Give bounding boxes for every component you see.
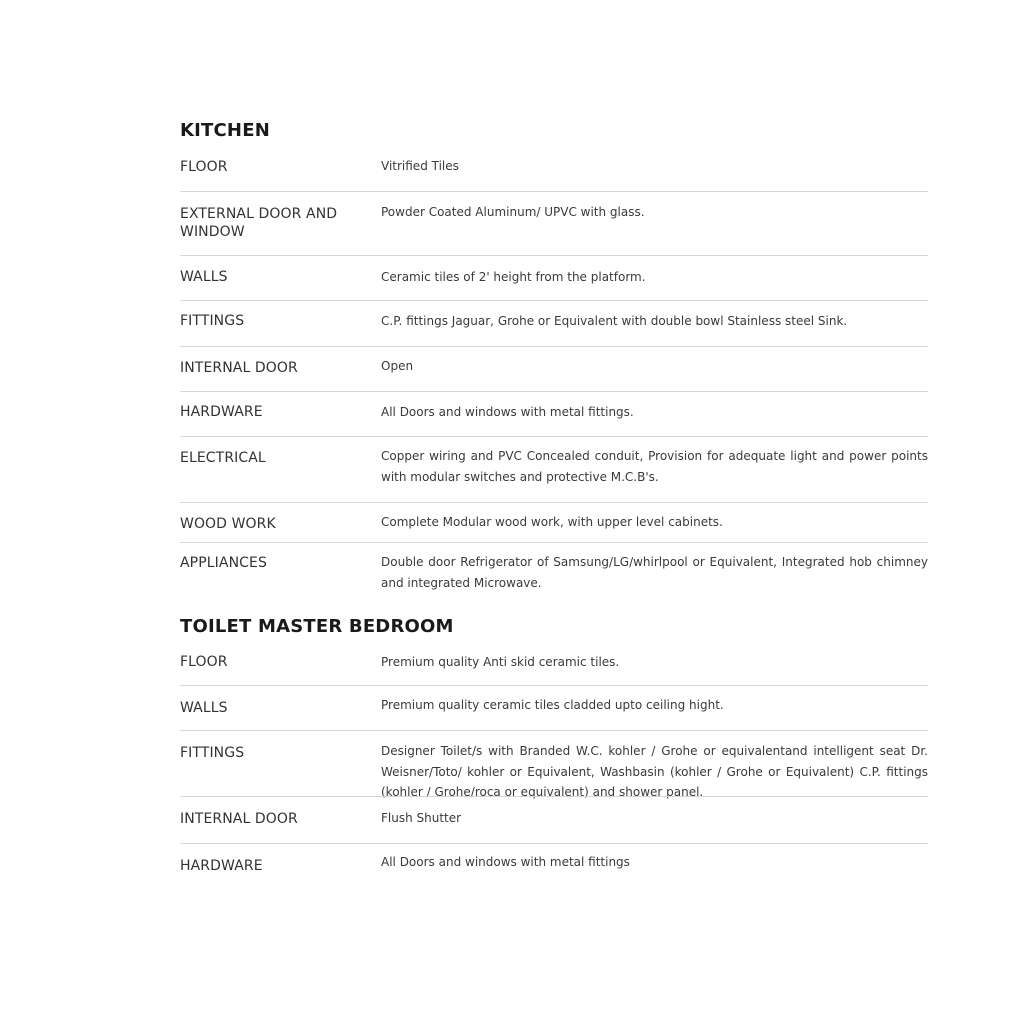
kitchen-wood-work-value: Complete Modular wood work, with upper level cabinets. — [381, 515, 723, 529]
toilet-walls-value: Premium quality ceramic tiles cladded upto ceiling hight. — [381, 698, 724, 712]
toilet-internal-door-value: Flush Shutter — [381, 811, 462, 825]
kitchen-fittings-label: FITTINGS — [180, 313, 245, 329]
kitchen-electrical-value: Copper wiring and PVC Concealed conduit, Provision for adequate light and power points with modular switches and protective M.C.B's. — [381, 449, 928, 484]
divider — [180, 391, 928, 392]
kitchen-walls-value: Ceramic tiles of 2' height from the platform. — [381, 270, 646, 284]
section-title-kitchen: KITCHEN — [180, 120, 270, 141]
toilet-hardware-label: HARDWARE — [180, 858, 263, 874]
divider — [180, 300, 928, 301]
toilet-floor-label: FLOOR — [180, 654, 228, 670]
kitchen-internal-door-value: Open — [381, 359, 414, 373]
divider — [180, 502, 928, 503]
toilet-internal-door-label: INTERNAL DOOR — [180, 811, 298, 827]
kitchen-floor-value: Vitrified Tiles — [381, 159, 459, 173]
divider — [180, 542, 928, 543]
toilet-hardware-value: All Doors and windows with metal fittings — [381, 855, 630, 869]
kitchen-fittings-value: C.P. fittings Jaguar, Grohe or Equivalent with double bowl Stainless steel Sink. — [381, 314, 848, 328]
divider — [180, 730, 928, 731]
toilet-fittings-label: FITTINGS — [180, 745, 245, 761]
kitchen-hardware-label: HARDWARE — [180, 404, 263, 420]
divider — [180, 843, 928, 844]
divider — [180, 191, 928, 192]
divider — [180, 255, 928, 256]
kitchen-floor-label: FLOOR — [180, 159, 228, 175]
toilet-fittings-value: Designer Toilet/s with Branded W.C. kohler / Grohe or equivalentand intelligent seat Dr. Weisner/Toto/ kohler or Equivalent, Washbasin (kohler / Grohe or Equivalent) C.P. fittings (kohler / Grohe/roca or equivalent) and shower panel. — [381, 744, 928, 799]
divider — [180, 796, 928, 797]
kitchen-internal-door-label: INTERNAL DOOR — [180, 360, 298, 376]
divider — [180, 685, 928, 686]
divider — [180, 436, 928, 437]
kitchen-wood-work-label: WOOD WORK — [180, 516, 276, 532]
kitchen-external-door-label: EXTERNAL DOOR AND WINDOW — [180, 206, 338, 240]
kitchen-appliances-label: APPLIANCES — [180, 555, 267, 571]
kitchen-appliances-value: Double door Refrigerator of Samsung/LG/whirlpool or Equivalent, Integrated hob chimney and integrated Microwave. — [381, 555, 928, 590]
kitchen-external-door-value: Powder Coated Aluminum/ UPVC with glass. — [381, 205, 645, 219]
kitchen-walls-label: WALLS — [180, 269, 228, 285]
toilet-walls-label: WALLS — [180, 700, 228, 716]
section-title-toilet-master-bedroom: TOILET MASTER BEDROOM — [180, 616, 454, 637]
divider — [180, 346, 928, 347]
kitchen-hardware-value: All Doors and windows with metal fittings. — [381, 405, 634, 419]
toilet-floor-value: Premium quality Anti skid ceramic tiles. — [381, 655, 620, 669]
kitchen-electrical-label: ELECTRICAL — [180, 450, 266, 466]
